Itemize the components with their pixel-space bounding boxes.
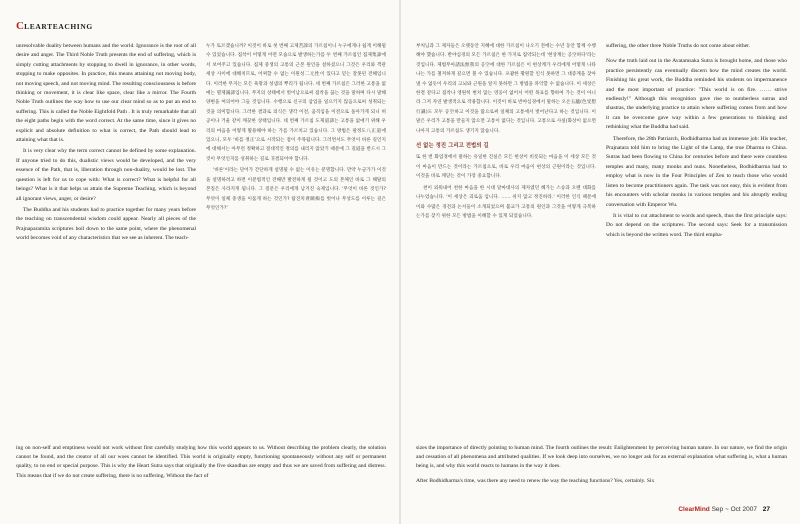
- paragraph: Now the truth laid out in the Avatamsaka Sutra is brought home, and those who practice persistently can eventually discern how the mind creates the world. Finishing his great work, the Buddha reminded his students on impermanence and the most important of practice: "This world is on fire. …… strive endlessly!" Although this recognition gave rise to numberless sutras and shastras, the underlying practice to attain where suffering comes from and how it can be overcome gave way within a few generations to thinking and rethinking what the Buddha had said.: [606, 58, 787, 131]
- header-rest: LEARTEACHING: [24, 22, 93, 31]
- magazine-section-header: [16, 20, 93, 32]
- left-english-column: [16, 42, 196, 244]
- left-korean-column: [206, 42, 386, 213]
- paragraph: It is very clear why the term correct cannot be defined by some explanation. If anyone tried to do this, dualistic views would be developed, and the very essence of the Path, that is, liberation through non-duality, would be lost. The question is left for us to cope with: What is correct? What is helpful for all beings? What is it that helps us attain the Supreme Teaching, which is beyond all ignorant views, anger, or desire?: [16, 148, 196, 202]
- right-bottom-english: [416, 438, 787, 492]
- right-korean-column: [416, 42, 596, 221]
- right-page: [401, 0, 800, 524]
- header-initial: C: [16, 20, 25, 32]
- paragraph: '바른'이라는 단어가 간단하게 설명될 수 없는 이유는 분명합니다. 만약 누군가가 이것을 설명하려고 하면 이분법적인 견해만 발전하게 될 것이고 도의 본체인 바로 그 해탈의 본질은 사라지게 됩니다. 그 질문은 우리에게 남겨진 숙제입니다. '무엇이 바른 것인가? 무엇이 일체 중생을 이롭게 하는 것인가? 탐진치貪瞋痴를 벗어나 무상도를 이루는 길은 무엇인가?': [206, 168, 386, 211]
- paragraph: ing on non-self and emptiness would not work without first carefully studying how this world appears to us. Without describing the problem clearly, the solution cannot be found, and the creator of all our woes cannot be identified. This world is originally empty, functioning spontaneously without any self or permanent quality, to no end or special purpose. This is why the Heart Sutra says that originally the five skandhas are empty and thus we are saved from suffering and distress. This means that if we do not create suffering, there is no suffering. Without the fact of: [16, 444, 386, 479]
- left-bottom-english: [16, 438, 386, 487]
- right-english-column: [606, 42, 787, 240]
- paragraph: 누가 토르겠습니까? 이것이 바로 첫 번째 고제苦諦의 가르침이니 누구에게나 쉽게 이해될 수 있었습니다. 집착이 어떻게 어떤 모습으로 발생하는가를 두 번째 가르침인 집제集諦에서 보여주고 있습니다. 집제 중생의 고통의 근본 원인을 설하셨으니 그것은 우리와 객관 세상 사이에 대해치므로, 어찌할 수 없는 이원성二元性이 있다고 믿는 잘못된 견해입니다. 이러한 무지는 모든 욕망과 성냄의 뿌리가 됩니다. 세 번째 가르침은 그러한 고통을 없애는 멸제滅諦입니다. 무지의 상태에서 벗어남으로써 집착을 끊는 것을 말하며 다시 말해 양변을 여의어야 그들 것입니다. 수행으로 신구의 삼업을 일으키지 않음으로써 성취되는 것을 의미합니다. 그러한 결과로 의식은 생각 이전, 움직임을 이전으로 돌아가게 되니 허공이나 거울 같이 깨끗한 상태입니다. 네 번째 가르침 도제道諦는 고통을 없애기 위해 우리의 마음을 어떻게 활용해야 하는 가를 가르치고 있습니다. 그 방법은 팔정도八正道에 있으니, 모두 '바를 정正'으로 시작되는 점이 주목됩니다. 그러면서도 무엇이 바른 길인지에 대해서는 아무런 정확하고 절대적인 정의를 내리지 않았기 때문에 그 길道을 반드시 그것이 무엇인지를 성취하는 길로 귀결되어야 합니다.: [206, 44, 386, 162]
- footer-issue: Sep ~ Oct 2007: [711, 506, 757, 513]
- paragraph: 또 한 번 화엄경에서 말하는 유일한 진실은 모든 현상이 비롯되는 마음을 이 세상 모든 것이 마음이 만드는 것이라는 가르침으로, 바로 우리 마음이 현상의 근원이라는 것입니다. 이것을 바로 깨닫는 것이 가장 중요합니다.: [416, 155, 596, 180]
- paragraph: After Bodhidharma's time, was there any need to renew the way the teaching functions? Yes, certainly. Six: [416, 478, 655, 485]
- page-number: 27: [762, 506, 770, 513]
- paragraph: It is vital to cut attachment to words and speech, thus the first principle says: Do not depend on the scriptures. The second says: Seek for a transmission which is beyond the written word. The third empha-: [606, 212, 787, 238]
- paragraph: 부처님과 그 제자들은 오랫동안 지혜에 대한 가르침이 나오기 전에는 수년 동안 함께 수행해야 했습니다. 반야심경의 모든 가르침은 한 가지로 집약되는데 '현상계는 공空하다'라는 것입니다. 제법무아諸法無我의 공空에 대한 가르침은 이 현상계가 우리에게 어떻게 나타나는 가를 철저하게 깊으면 볼 수 있습니다. 포괄한 황원할 인식 못하면 그 대증계을 찾아낼 수 없듯이 우리의 고뇌와 근원을 알지 못하면 그 방법을 파악할 수 없습니다. 이 세상은 한결 같다고 집착나 영원히 변치 않는 영웅이 없어서 어떤 목표를 향하여 가는 것이 아니라 그저 자연 발생적으로 작용합니다. 이것이 바로 반야심경에서 말하는 오온五蘊(色受想行識)도 모두 공空하고 이것을 앎으로써 일체의 고통에서 벗어난다고 하는 것입니다. 이 말은 우리가 고통을 만들지 않으면 고통이 없다는 것입니다. 고통으로 사실(화상이 없으면 나아지 고통의 가르침도 생기지 않습니다.: [416, 44, 597, 134]
- footer-brand: ClearMind: [678, 506, 710, 513]
- paragraph: unresolvable duality between humans and the world. Ignorance is the root of all desire and anger. The Third Noble Truth presents the end of suffering, which is simply cutting attachments by stopping to dwell in ignorance, in other words, stopping to make opposites. In practice, this means attaining not moving body, not moving speech, and not moving mind. The resulting consciousness is before thinking or movement, it is clear like space, clear like a mirror. The Fourth Noble Truth outlines the way how to use our clear mind so as to put an end to suffering. This is called the Noble Eightfold Path . It is truly remarkable that all the eight paths begin with the word correct. At the same time, since it gives no explicit and absolute definition to what is correct, the Path should lead to attaining what that is.: [16, 43, 196, 144]
- paragraph: 천이 외워내어 천한 마음을 한 시대 달마대사의 제자였던 혜가는 스승과 오랜 대화를 나누었습니다. '이 세상은 괴로움 입니다. …… 쉬지 않고 정진하라.' 이러한 인식 때문에 이와 수많은 경전과 논서들이 소개되었으며 불교가 고통의 원인과 그것을 어떻게 극복하는가를 찾기 위한 모든 방법을 이해할 수 있게 되었습니다.: [416, 185, 596, 219]
- left-page: [0, 0, 399, 524]
- paragraph: The Buddha and his students had to practice together for many years before the teaching on transcendental wisdom could appear. Nearly all pieces of the Prajnaparamita scriptures boil down to the same point, where the phenomenal world becomes void of any characteristics that we see as inherent. The teach-: [16, 206, 196, 242]
- paragraph: Therefore, the 28th Patriarch, Bodhidharma had an immense job: His teacher, Prajnatara told him to bring the Light of the Lamp, the true Dharma to China. Sutras had been flowing to China for centuries before and there were countless temples and many, many monks and nuns. Nonetheless, Bodhidharma had to employ what is now in the Four Principles of Zen to teach those who would listen to become practitioners again. The task was not easy, this is evident from his encounters with scholar monks in various temples and his abruptly ending conversation with Emperor Wu.: [606, 135, 787, 208]
- korean-subheading: 선 없는 정진 그리고 전법의 길: [416, 143, 489, 150]
- paragraph: sizes the importance of directly pointing to human mind. The fourth outlines the result: Enlightenment by perceiving human nature. In our nature, we find the origin and cessation of all phenomena and attributed qualities. If we look deep into ourselves, we no longer ask for an external explanation what suffering is, what a human being is, and why this world reacts to humans in the way it does.: [416, 444, 787, 470]
- paragraph: suffering, the other three Noble Truths do not come about either.: [606, 43, 751, 49]
- page-footer: [678, 506, 770, 513]
